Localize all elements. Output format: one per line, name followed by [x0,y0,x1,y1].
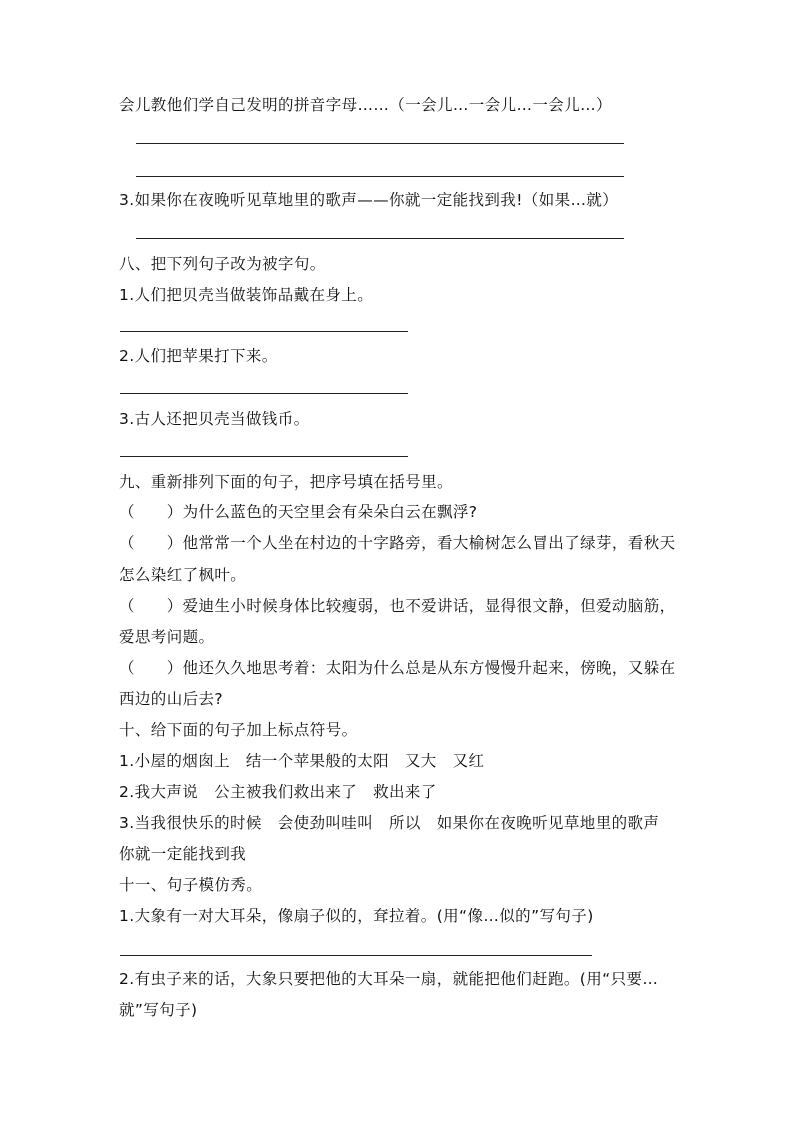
question-item: 2.我大声说 公主被我们救出来了 救出来了 [119,783,437,801]
ordering-item-continued: 怎么染红了枫叶。 [119,566,247,584]
section-heading: 十、给下面的句子加上标点符号。 [119,721,358,739]
ordering-item: （ ）他还久久地思考着：太阳为什么总是从东方慢慢升起来，傍晚，又躲在 [119,659,676,677]
question-item: 1.大象有一对大耳朵，像扇子似的，耷拉着。(用“像…似的”写句子) [119,907,594,925]
question-item: 1.人们把贝壳当做装饰品戴在身上。 [119,286,374,304]
ordering-item: （ ）爱迪生小时候身体比较瘦弱，也不爱讲话，显得很文静，但爱动脑筋， [119,597,676,615]
question-item: 3.如果你在夜晚听见草地里的歌声——你就一定能找到我!（如果…就） [119,191,619,209]
question-item-continued: 你就一定能找到我 [119,845,247,863]
ordering-item: （ ）他常常一个人坐在村边的十字路旁，看大榆树怎么冒出了绿芽，看秋天 [119,534,676,552]
answer-line [120,331,408,332]
continued-sentence: 会儿教他们学自己发明的拼音字母……（一会儿…一会儿…一会儿…） [119,96,612,114]
question-item: 2.有虫子来的话，大象只要把他的大耳朵一扇，就能把他们赶跑。(用“只要… [119,970,659,988]
question-item: 3.当我很快乐的时候 会使劲叫哇叫 所以 如果你在夜晚听见草地里的歌声 [119,814,660,832]
answer-line [136,143,624,144]
ordering-item-continued: 西边的山后去? [119,690,224,708]
answer-line [120,456,408,457]
ordering-item-continued: 爱思考问题。 [119,628,215,646]
answer-line [120,955,592,956]
answer-line [120,393,408,394]
section-heading: 九、重新排列下面的句子，把序号填在括号里。 [119,473,453,491]
answer-line [136,176,624,177]
question-item: 2.人们把苹果打下来。 [119,347,278,365]
question-item-continued: 就”写句子) [119,1001,198,1019]
section-heading: 八、把下列句子改为被字句。 [119,255,326,273]
question-item: 3.古人还把贝壳当做钱币。 [119,410,310,428]
answer-line [136,238,624,239]
question-item: 1.小屋的烟囱上 结一个苹果般的太阳 又大 又红 [119,752,485,770]
section-heading: 十一、句子模仿秀。 [119,876,263,894]
ordering-item: （ ）为什么蓝色的天空里会有朵朵白云在飘浮? [119,503,478,521]
